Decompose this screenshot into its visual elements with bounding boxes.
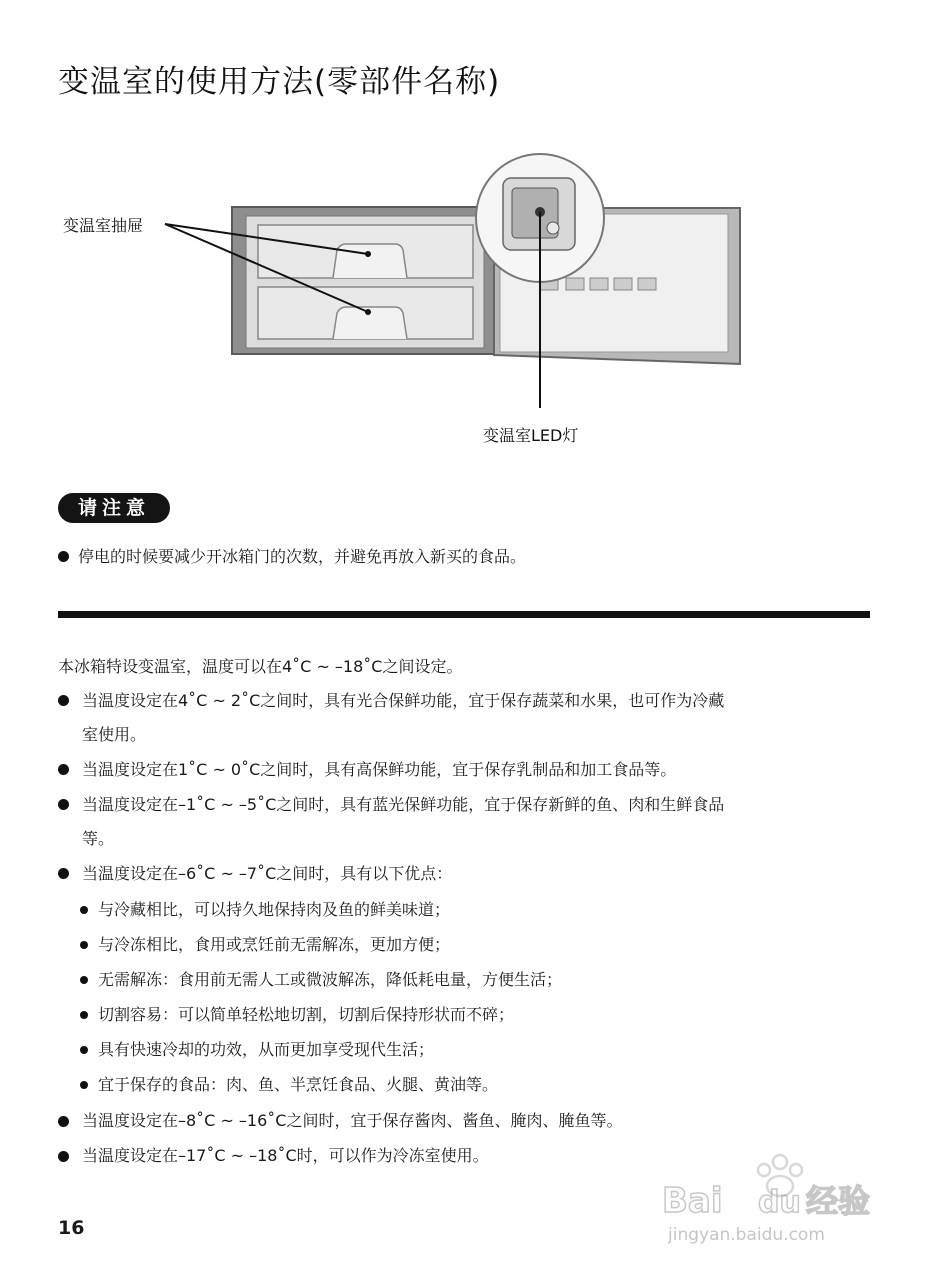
control-button <box>590 278 608 290</box>
page-title: 变温室的使用方法(零部件名称) <box>58 64 501 100</box>
control-button <box>614 278 632 290</box>
sub-bullet-icon <box>80 906 88 914</box>
sub-bullet-icon <box>80 1011 88 1019</box>
bullet-text: 当温度设定在–1˚C ~ –5˚C之间时，具有蓝光保鲜功能，宜于保存新鲜的鱼、肉和生鲜食品 <box>82 795 725 814</box>
bullet-icon <box>58 551 69 562</box>
sub-bullet-icon <box>80 1046 88 1054</box>
sub-bullet-icon <box>80 941 88 949</box>
notice-badge: 请注意 <box>58 493 170 523</box>
section-divider <box>58 611 870 618</box>
watermark-brand-2: du <box>758 1185 801 1220</box>
sub-bullet-text: 宜于保存的食品：肉、鱼、半烹饪食品、火腿、黄油等。 <box>98 1075 499 1094</box>
bullet-text: 当温度设定在–8˚C ~ –16˚C之间时，宜于保存酱肉、酱鱼、腌肉、腌鱼等。 <box>82 1111 623 1130</box>
sub-bullet-icon <box>80 976 88 984</box>
bullet-icon <box>58 799 69 810</box>
sub-bullet-text: 具有快速冷却的功效，从而更加享受现代生活； <box>98 1040 435 1059</box>
sub-bullet-text: 无需解冻：食用前无需人工或微波解冻，降低耗电量，方便生活； <box>98 970 563 989</box>
upper-drawer-handle <box>333 244 407 278</box>
sub-bullet-text: 与冷冻相比，食用或烹饪前无需解冻，更加方便； <box>98 935 451 954</box>
leader-dot <box>365 251 371 257</box>
bullet-icon <box>58 1116 69 1127</box>
paw-icon <box>773 1155 787 1169</box>
notice-text: 停电的时候要减少开冰箱门的次数，并避免再放入新买的食品。 <box>78 547 527 566</box>
bullet-text: 当温度设定在4˚C ~ 2˚C之间时，具有光合保鲜功能，宜于保存蔬菜和水果，也可作为冷藏 <box>82 691 725 710</box>
leader-dot <box>365 309 371 315</box>
bullet-text-continued: 等。 <box>82 829 115 848</box>
bullet-text: 当温度设定在–6˚C ~ –7˚C之间时，具有以下优点： <box>82 864 453 883</box>
control-button <box>638 278 656 290</box>
bullet-text: 当温度设定在1˚C ~ 0˚C之间时，具有高保鲜功能，宜于保存乳制品和加工食品等。 <box>82 760 677 779</box>
sub-bullet-text: 切割容易：可以简单轻松地切割，切割后保持形状而不碎； <box>98 1005 515 1024</box>
bullet-icon <box>58 868 69 879</box>
sub-bullet-icon <box>80 1081 88 1089</box>
bullet-icon <box>58 695 69 706</box>
bullet-text-continued: 室使用。 <box>82 725 147 744</box>
control-button <box>566 278 584 290</box>
intro-text: 本冰箱特设变温室，温度可以在4˚C ~ –18˚C之间设定。 <box>58 657 463 676</box>
page-number: 16 <box>58 1217 85 1239</box>
watermark-brand-1: Bai <box>662 1181 723 1221</box>
bullet-icon <box>58 1151 69 1162</box>
baidu-watermark <box>660 1140 900 1250</box>
drawer-label: 变温室抽屉 <box>63 216 144 235</box>
watermark-url: jingyan.baidu.com <box>668 1225 825 1245</box>
fridge-illustration <box>0 150 927 460</box>
sub-bullet-text: 与冷藏相比，可以持久地保持肉及鱼的鲜美味道； <box>98 900 451 919</box>
bullet-icon <box>58 764 69 775</box>
led-label: 变温室LED灯 <box>483 426 579 445</box>
led-knob <box>547 222 559 234</box>
watermark-brand-cn: 经验 <box>806 1182 871 1220</box>
bullet-text: 当温度设定在–17˚C ~ –18˚C时，可以作为冷冻室使用。 <box>82 1146 489 1165</box>
